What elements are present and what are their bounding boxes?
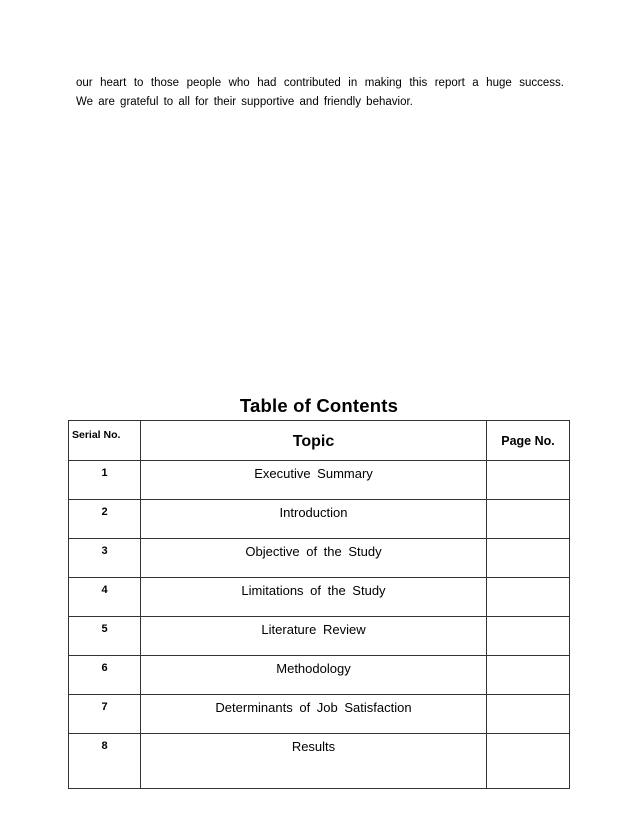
toc-header-row	[69, 421, 570, 461]
row-serial: 4	[69, 578, 141, 617]
row-page	[487, 617, 570, 656]
toc-row	[69, 539, 570, 578]
header-serial: Serial No.	[69, 421, 141, 461]
row-topic: Determinants of Job Satisfaction	[141, 695, 487, 734]
header-page: Page No.	[487, 421, 570, 461]
row-serial: 5	[69, 617, 141, 656]
row-topic: Objective of the Study	[141, 539, 487, 578]
row-topic: Results	[141, 734, 487, 789]
row-serial: 8	[69, 734, 141, 789]
row-topic: Methodology	[141, 656, 487, 695]
acknowledgement-paragraph	[76, 74, 564, 112]
row-serial: 3	[69, 539, 141, 578]
toc-row	[69, 461, 570, 500]
row-page	[487, 578, 570, 617]
toc-row	[69, 734, 570, 789]
toc-row	[69, 656, 570, 695]
row-topic: Literature Review	[141, 617, 487, 656]
paragraph-line-1: our heart to those people who had contributed in making this report a huge success.	[76, 77, 564, 89]
row-topic: Executive Summary	[141, 461, 487, 500]
row-serial: 6	[69, 656, 141, 695]
row-serial: 7	[69, 695, 141, 734]
toc-row	[69, 578, 570, 617]
row-page	[487, 539, 570, 578]
toc-row	[69, 500, 570, 539]
row-serial: 1	[69, 461, 141, 500]
row-page	[487, 500, 570, 539]
row-page	[487, 461, 570, 500]
row-topic: Introduction	[141, 500, 487, 539]
row-page	[487, 656, 570, 695]
toc-row	[69, 695, 570, 734]
row-page	[487, 734, 570, 789]
row-serial: 2	[69, 500, 141, 539]
paragraph-line-2: We are grateful to all for their supportive and friendly behavior.	[76, 96, 413, 108]
header-topic: Topic	[141, 421, 487, 461]
toc-table	[68, 420, 570, 789]
toc-title: Table of Contents	[239, 395, 399, 416]
row-page	[487, 695, 570, 734]
toc-row	[69, 617, 570, 656]
row-topic: Limitations of the Study	[141, 578, 487, 617]
